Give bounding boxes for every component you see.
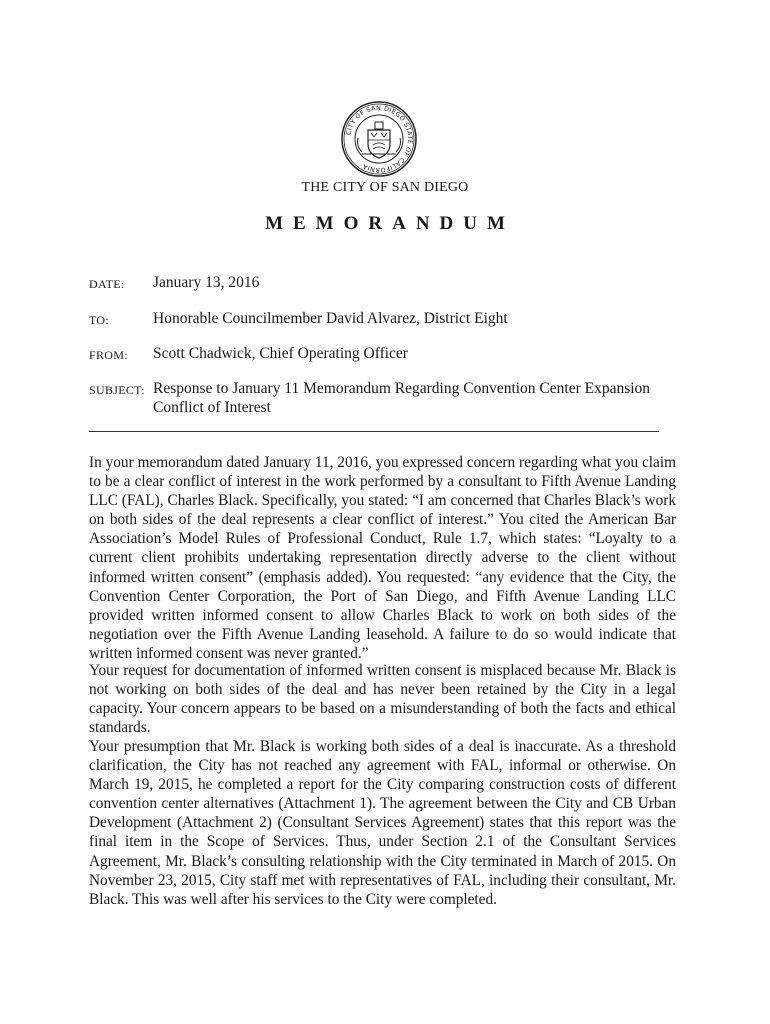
memo-title: MEMORANDUM: [265, 213, 515, 234]
subject-value: Response to January 11 Memorandum Regarding Convention Center Expansion Conflict of Interest: [153, 380, 651, 416]
body-paragraph-1: In your memorandum dated January 11, 2016, you expressed concern regarding what you claim to be a clear conflict of interest in the work performed by a consultant to Fifth Avenue Landing LLC (FAL), Charles Black. Specifically, you stated: “I am concerned that Charles Black’s work on both sides of the deal represents a clear conflict of interest.” You cited the American Bar Association’s Model Rules of Professional Conduct, Rule 1.7, which states: “Loyalty to a current client prohibits undertaking representation directly adverse to the client without informed written consent” (emphasis added). You requested: “any evidence that the City, the Convention Center Corporation, the Port of San Diego, and Fifth Avenue Landing LLC provided written informed consent to allow Charles Black to work on both sides of the negotiation over the Fifth Avenue Landing leasehold. A failure to do so would indicate that written informed consent was never granted.”: [89, 454, 676, 662]
body-paragraph-3: Your presumption that Mr. Black is working both sides of a deal is inaccurate. As a threshold clarification, the City has not reached any agreement with FAL, informal or otherwise. On March 19, 2015, he completed a report for the City comparing construction costs of different convention center alternatives (Attachment 1). The agreement between the City and CB Urban Development (Attachment 2) (Consultant Services Agreement) states that this report was the final item in the Scope of Services. Thus, under Section 2.1 of the Consultant Services Agreement, Mr. Black’s consulting relationship with the City terminated in March of 2015. On November 23, 2015, City staff met with representatives of FAL, including their consultant, Mr. Black. This was well after his services to the City were completed.: [89, 738, 676, 908]
to-value: Honorable Councilmember David Alvarez, District Eight: [153, 310, 508, 327]
from-label: FROM:: [89, 348, 128, 362]
subject-label: SUBJECT:: [89, 383, 145, 397]
seal-text: CITY OF SAN DIEGO STATE OF CALIFORNIA: [345, 104, 414, 174]
header-divider: [89, 431, 659, 432]
city-name: THE CITY OF SAN DIEGO: [301, 180, 469, 195]
body-paragraph-2: Your request for documentation of informed written consent is misplaced because Mr. Black is not working on both sides of the deal and has never been retained by the City in a legal capacity. Your concern appears to be based on a misunderstanding of both the facts and ethical standards.: [89, 662, 676, 737]
date-value: January 13, 2016: [153, 274, 260, 291]
city-seal-logo: [340, 100, 418, 178]
date-label: DATE:: [89, 277, 125, 291]
from-value: Scott Chadwick, Chief Operating Officer: [153, 345, 408, 362]
to-label: TO:: [89, 313, 110, 327]
